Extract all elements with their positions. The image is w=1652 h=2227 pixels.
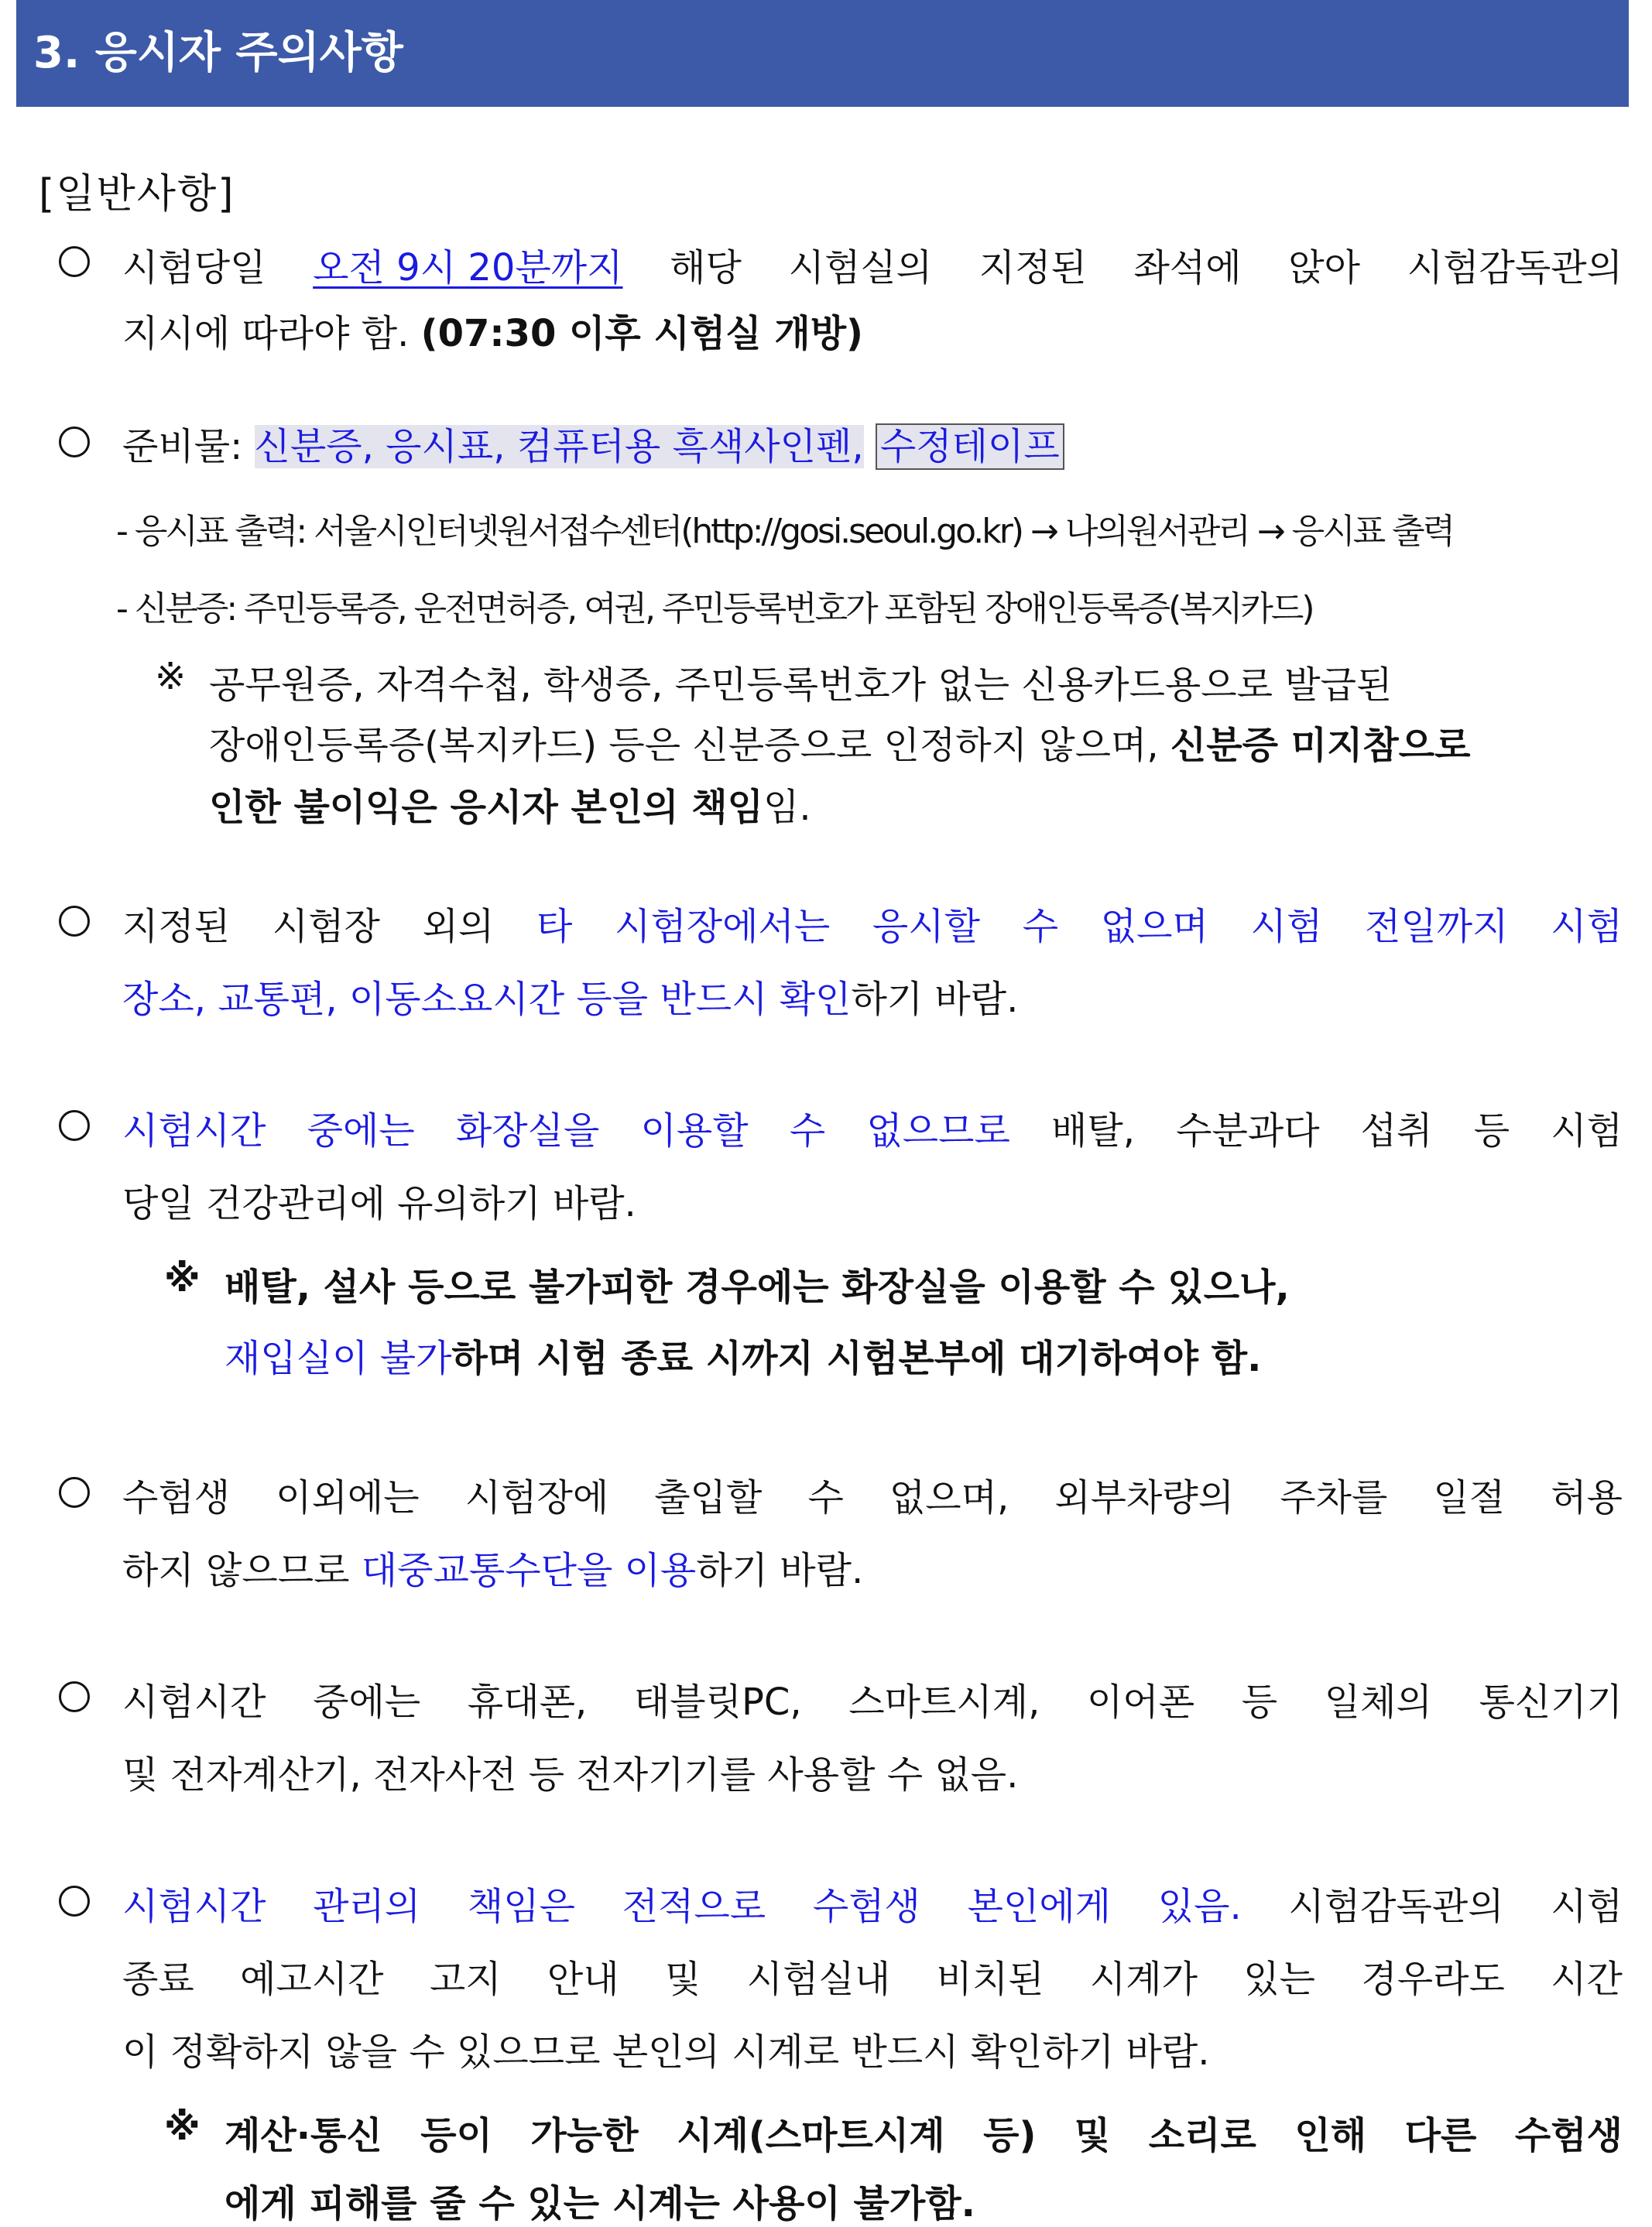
item6-line2: 및 전자계산기, 전자사전 등 전자기기를 사용할 수 없음. — [122, 1753, 1019, 1797]
item6-line1: 시험시간 중에는 휴대폰, 태블릿PC, 스마트시계, 이어폰 등 일체의 통신기기 — [122, 1681, 1623, 1724]
item2-note2: 장애인등록증(복지카드) 등은 신분증으로 인정하지 않으며, 신분증 미지참으로 — [209, 724, 1471, 767]
circle-bullet-icon — [59, 1886, 90, 1917]
item7-line1: 시험시간 관리의 책임은 전적으로 수험생 본인에게 있음. 시험감독관의 시험 — [122, 1885, 1623, 1928]
time-highlight: 오전 9시 20분까지 — [313, 246, 623, 290]
note-mark: ※ — [155, 655, 187, 698]
item2-note1: 공무원증, 자격수첩, 학생증, 주민등록번호가 없는 신용카드용으로 발급된 — [209, 663, 1393, 707]
item1-line2: 지시에 따라야 함. (07:30 이후 시험실 개방) — [122, 312, 863, 355]
circle-bullet-icon — [59, 1477, 90, 1508]
item7-note1: 계산·통신 등이 가능한 시계(스마트시계 등) 및 소리로 인해 다른 수험생 — [224, 2114, 1623, 2157]
item4-note2: 재입실이 불가하며 시험 종료 시까지 시험본부에 대기하여야 함. — [224, 1337, 1262, 1380]
item2-note3: 인한 불이익은 응시자 본인의 책임임. — [209, 786, 811, 829]
section-title: 3. 응시자 주의사항 — [33, 28, 403, 78]
item7-line2: 종료 예고시간 고지 안내 및 시험실내 비치된 시계가 있는 경우라도 시간 — [122, 1958, 1623, 2001]
circle-bullet-icon — [59, 1681, 90, 1712]
item3-line1: 지정된 시험장 외의 타 시험장에서는 응시할 수 없으며 시험 전일까지 시험 — [122, 905, 1623, 948]
item3-line2: 장소, 교통편, 이동소요시간 등을 반드시 확인하기 바람. — [122, 978, 1019, 1021]
item7-line3: 이 정확하지 않을 수 있으므로 본인의 시계로 반드시 확인하기 바람. — [122, 2030, 1210, 2074]
item2-dash1: - 응시표 출력: 서울시인터넷원서접수센터(http://gosi.seoul.go.kr) → 나의원서관리 → 응시표 출력 — [116, 512, 1454, 551]
section-header — [16, 0, 1629, 107]
item2-line1: 준비물: 신분증, 응시표, 컴퓨터용 흑색사인펜, 수정테이프 — [122, 416, 1064, 470]
item2-dash2: - 신분증: 주민등록증, 운전면허증, 여권, 주민등록번호가 포함된 장애인등록증(복지카드) — [116, 589, 1313, 629]
subheading: [일반사항] — [39, 171, 235, 218]
item5-line2: 하지 않으므로 대중교통수단을 이용하기 바람. — [122, 1549, 864, 1592]
circle-bullet-icon — [59, 1110, 90, 1141]
note-mark: ※ — [164, 1257, 201, 1300]
boxed-item: 수정테이프 — [876, 423, 1064, 470]
circle-bullet-icon — [59, 427, 90, 457]
item4-line2: 당일 건강관리에 유의하기 바람. — [122, 1182, 636, 1225]
circle-bullet-icon — [59, 246, 90, 277]
note-mark: ※ — [164, 2105, 201, 2149]
item4-note1: 배탈, 설사 등으로 불가피한 경우에는 화장실을 이용할 수 있으나, — [224, 1266, 1290, 1309]
item1-line1: 시험당일 오전 9시 20분까지 해당 시험실의 지정된 좌석에 앉아 시험감독관의 — [122, 238, 1623, 291]
circle-bullet-icon — [59, 906, 90, 937]
item4-line1: 시험시간 중에는 화장실을 이용할 수 없으므로 배탈, 수분과다 섭취 등 시험 — [122, 1109, 1623, 1153]
item7-note2: 에게 피해를 줄 수 있는 시계는 사용이 불가함. — [224, 2182, 975, 2225]
item5-line1: 수험생 이외에는 시험장에 출입할 수 없으며, 외부차량의 주차를 일절 허용 — [122, 1476, 1623, 1519]
